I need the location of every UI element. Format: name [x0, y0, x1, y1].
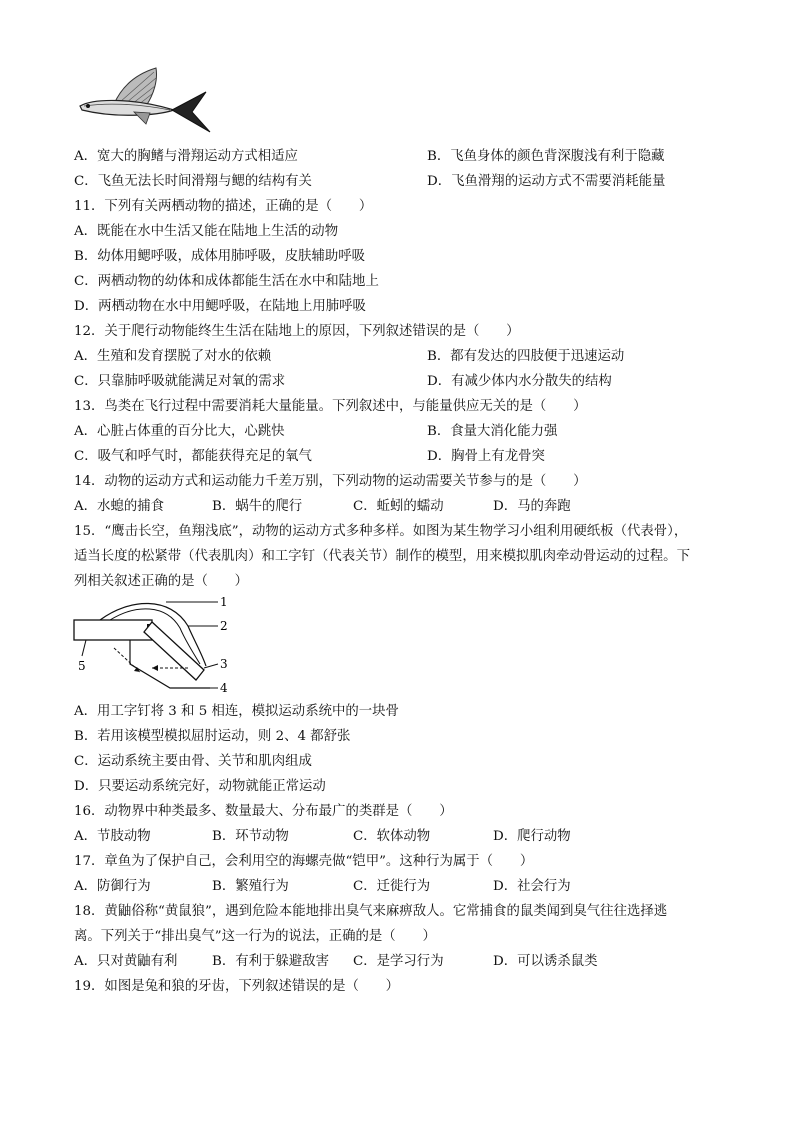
- q12-option-a: A．生殖和发育摆脱了对水的依赖: [74, 349, 272, 364]
- diagram-label-2: 2: [220, 619, 228, 633]
- diagram-label-4: 4: [220, 681, 228, 695]
- q18-option-c: C．是学习行为: [353, 954, 444, 969]
- diagram-label-5: 5: [78, 659, 86, 673]
- q18-option-d: D．可以诱杀鼠类: [493, 954, 598, 969]
- q13-option-b: B．食量大消化能力强: [427, 424, 558, 439]
- q13-option-a: A．心脏占体重的百分比大，心跳快: [74, 424, 285, 439]
- q12-options-row-1: [74, 348, 625, 366]
- diagram-label-1: 1: [220, 596, 228, 609]
- q10-option-d: D．飞鱼滑翔的运动方式不需要消耗能量: [427, 174, 666, 189]
- q12-options-row-2: [74, 373, 612, 391]
- diagram-label-3: 3: [220, 657, 228, 671]
- q10-option-c: C．飞鱼无法长时间滑翔与鳃的结构有关: [74, 174, 312, 189]
- q18-option-a: A．只对黄鼬有利: [74, 954, 178, 969]
- q18-stem-line-1: 18．黄鼬俗称“黄鼠狼”，遇到危险本能地排出臭气来麻痹敌人。它常捕食的鼠类闻到臭气往往选择逃: [74, 904, 668, 919]
- q12-stem: 12．关于爬行动物能终生生活在陆地上的原因，下列叙述错误的是（ ）: [74, 324, 520, 339]
- q11-stem: 11．下列有关两栖动物的描述，正确的是（ ）: [74, 199, 373, 214]
- q17-option-c: C．迁徙行为: [353, 879, 431, 894]
- q13-stem: 13．鸟类在飞行过程中需要消耗大量能量。下列叙述中，与能量供应无关的是（ ）: [74, 399, 587, 414]
- q15-option-d: D．只要运动系统完好，动物就能正常运动: [74, 779, 326, 794]
- q13-options-row-2: [74, 448, 545, 466]
- q15-option-b: B．若用该模型模拟屈肘运动，则 2、4 都舒张: [74, 729, 351, 744]
- q17-option-d: D．社会行为: [493, 879, 571, 894]
- q18-stem-line-2: 离。下列关于“排出臭气”这一行为的说法，正确的是（ ）: [74, 929, 436, 944]
- q17-options-row: [74, 878, 714, 896]
- q16-option-b: B．环节动物: [212, 829, 289, 844]
- q14-option-a: A．水螅的捕食: [74, 499, 165, 514]
- q15-stem-line-3: 列相关叙述正确的是（ ）: [74, 574, 249, 589]
- q18-option-b: B．有利于躲避敌害: [212, 954, 329, 969]
- q12-option-b: B．都有发达的四肢便于迅速运动: [427, 349, 625, 364]
- q17-option-b: B．繁殖行为: [212, 879, 289, 894]
- q16-options-row: [74, 828, 714, 846]
- q14-options-row: [74, 498, 714, 516]
- q10-options-row-1: [74, 148, 665, 166]
- q10-option-b: B．飞鱼身体的颜色背深腹浅有利于隐藏: [427, 149, 665, 164]
- q14-option-c: C．蚯蚓的蠕动: [353, 499, 444, 514]
- q19-stem: 19．如图是兔和狼的牙齿，下列叙述错误的是（ ）: [74, 979, 400, 994]
- q12-option-d: D．有减少体内水分散失的结构: [427, 374, 612, 389]
- q18-options-row: [74, 953, 714, 971]
- q11-option-d: D．两栖动物在水中用鳃呼吸，在陆地上用肺呼吸: [74, 299, 366, 314]
- q11-option-b: B．幼体用鳃呼吸，成体用肺呼吸，皮肤辅助呼吸: [74, 249, 366, 264]
- q11-option-c: C．两栖动物的幼体和成体都能生活在水中和陆地上: [74, 274, 379, 289]
- q14-stem: 14．动物的运动方式和运动能力千差万别，下列动物的运动需要关节参与的是（ ）: [74, 474, 587, 489]
- flying-fish-illustration: [74, 66, 214, 138]
- q15-option-a: A．用工字钉将 3 和 5 相连，模拟运动系统中的一块骨: [74, 704, 399, 719]
- q13-option-c: C．吸气和呼气时，都能获得充足的氧气: [74, 449, 312, 464]
- q15-stem-line-2: 适当长度的松紧带（代表肌肉）和工字钉（代表关节）制作的模型，用来模拟肌肉牵动骨运动的过程。下: [74, 549, 690, 564]
- q10-options-row-2: [74, 173, 666, 191]
- q14-option-d: D．马的奔跑: [493, 499, 571, 514]
- q16-option-c: C．软体动物: [353, 829, 431, 844]
- q13-options-row-1: [74, 423, 558, 441]
- q10-option-a: A．宽大的胸鳍与滑翔运动方式相适应: [74, 149, 298, 164]
- q11-option-a: A．既能在水中生活又能在陆地上生活的动物: [74, 224, 339, 239]
- q16-option-d: D．爬行动物: [493, 829, 571, 844]
- q16-option-a: A．节肢动物: [74, 829, 151, 844]
- q14-option-b: B．蜗牛的爬行: [212, 499, 303, 514]
- q16-stem: 16．动物界中种类最多、数量最大、分布最广的类群是（ ）: [74, 804, 453, 819]
- q17-stem: 17．章鱼为了保护自己，会利用空的海螺壳做“铠甲”。这种行为属于（ ）: [74, 854, 534, 869]
- q17-option-a: A．防御行为: [74, 879, 151, 894]
- q13-option-d: D．胸骨上有龙骨突: [427, 449, 545, 464]
- q15-stem-line-1: 15．“鹰击长空，鱼翔浅底”，动物的运动方式多种多样。如图为某生物学习小组利用硬纸板（代表骨），: [74, 524, 688, 539]
- q12-option-c: C．只靠肺呼吸就能满足对氧的需求: [74, 374, 286, 389]
- muscle-bone-model-diagram: [70, 596, 240, 698]
- q15-option-c: C．运动系统主要由骨、关节和肌肉组成: [74, 754, 312, 769]
